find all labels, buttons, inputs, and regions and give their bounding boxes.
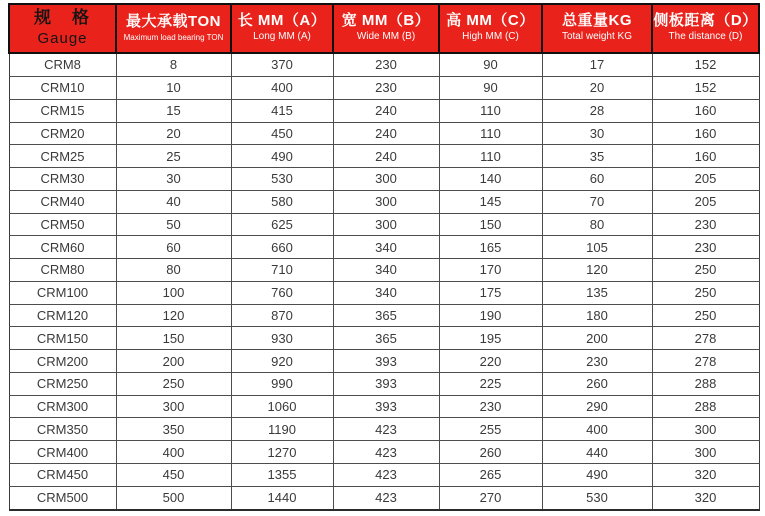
gauge-cell: CRM50 bbox=[9, 213, 116, 236]
column-header-long-en: Long MM (A) bbox=[253, 31, 311, 43]
header-row bbox=[9, 4, 759, 53]
column-header-distance-zh: 侧板距离（D） bbox=[653, 12, 758, 30]
long-cell: 1440 bbox=[231, 486, 333, 510]
table-row bbox=[9, 76, 759, 99]
wide-cell: 393 bbox=[333, 372, 439, 395]
column-header-high bbox=[439, 4, 542, 53]
table-header bbox=[9, 4, 759, 53]
distance-cell: 230 bbox=[652, 236, 759, 259]
wide-cell: 240 bbox=[333, 145, 439, 168]
gauge-cell: CRM250 bbox=[9, 372, 116, 395]
table-body bbox=[9, 53, 759, 510]
column-header-high-en: High MM (C) bbox=[462, 31, 519, 43]
wide-cell: 300 bbox=[333, 168, 439, 191]
weight-cell: 60 bbox=[542, 168, 652, 191]
gauge-cell: CRM100 bbox=[9, 281, 116, 304]
gauge-cell: CRM150 bbox=[9, 327, 116, 350]
distance-cell: 205 bbox=[652, 190, 759, 213]
column-header-max-load bbox=[116, 4, 231, 53]
table-row bbox=[9, 327, 759, 350]
distance-cell: 300 bbox=[652, 418, 759, 441]
wide-cell: 365 bbox=[333, 304, 439, 327]
max-load-cell: 100 bbox=[116, 281, 231, 304]
weight-cell: 290 bbox=[542, 395, 652, 418]
long-cell: 710 bbox=[231, 259, 333, 282]
high-cell: 195 bbox=[439, 327, 542, 350]
max-load-cell: 120 bbox=[116, 304, 231, 327]
long-cell: 1060 bbox=[231, 395, 333, 418]
long-cell: 530 bbox=[231, 168, 333, 191]
high-cell: 90 bbox=[439, 76, 542, 99]
table-row bbox=[9, 259, 759, 282]
max-load-cell: 10 bbox=[116, 76, 231, 99]
wide-cell: 230 bbox=[333, 53, 439, 76]
high-cell: 110 bbox=[439, 145, 542, 168]
high-cell: 265 bbox=[439, 464, 542, 487]
gauge-cell: CRM450 bbox=[9, 464, 116, 487]
max-load-cell: 15 bbox=[116, 99, 231, 122]
wide-cell: 423 bbox=[333, 486, 439, 510]
weight-cell: 30 bbox=[542, 122, 652, 145]
max-load-cell: 25 bbox=[116, 145, 231, 168]
table-row bbox=[9, 99, 759, 122]
high-cell: 110 bbox=[439, 99, 542, 122]
weight-cell: 180 bbox=[542, 304, 652, 327]
product-spec-table bbox=[8, 3, 760, 511]
gauge-cell: CRM200 bbox=[9, 350, 116, 373]
high-cell: 110 bbox=[439, 122, 542, 145]
max-load-cell: 8 bbox=[116, 53, 231, 76]
wide-cell: 340 bbox=[333, 236, 439, 259]
gauge-cell: CRM15 bbox=[9, 99, 116, 122]
max-load-cell: 400 bbox=[116, 441, 231, 464]
weight-cell: 20 bbox=[542, 76, 652, 99]
weight-cell: 17 bbox=[542, 53, 652, 76]
max-load-cell: 150 bbox=[116, 327, 231, 350]
table-row bbox=[9, 395, 759, 418]
gauge-cell: CRM40 bbox=[9, 190, 116, 213]
high-cell: 260 bbox=[439, 441, 542, 464]
weight-cell: 70 bbox=[542, 190, 652, 213]
wide-cell: 300 bbox=[333, 190, 439, 213]
column-header-max-load-zh: 最大承载TON bbox=[126, 13, 221, 31]
high-cell: 230 bbox=[439, 395, 542, 418]
wide-cell: 393 bbox=[333, 395, 439, 418]
wide-cell: 240 bbox=[333, 99, 439, 122]
weight-cell: 120 bbox=[542, 259, 652, 282]
wide-cell: 240 bbox=[333, 122, 439, 145]
max-load-cell: 450 bbox=[116, 464, 231, 487]
high-cell: 270 bbox=[439, 486, 542, 510]
distance-cell: 250 bbox=[652, 259, 759, 282]
high-cell: 165 bbox=[439, 236, 542, 259]
high-cell: 175 bbox=[439, 281, 542, 304]
table-row bbox=[9, 372, 759, 395]
table-row bbox=[9, 281, 759, 304]
wide-cell: 340 bbox=[333, 281, 439, 304]
column-header-weight-en: Total weight KG bbox=[561, 31, 633, 43]
distance-cell: 230 bbox=[652, 213, 759, 236]
table-row bbox=[9, 213, 759, 236]
weight-cell: 490 bbox=[542, 464, 652, 487]
long-cell: 490 bbox=[231, 145, 333, 168]
distance-cell: 250 bbox=[652, 304, 759, 327]
column-header-weight-zh: 总重量KG bbox=[561, 12, 632, 30]
long-cell: 625 bbox=[231, 213, 333, 236]
distance-cell: 278 bbox=[652, 327, 759, 350]
wide-cell: 365 bbox=[333, 327, 439, 350]
distance-cell: 320 bbox=[652, 464, 759, 487]
long-cell: 415 bbox=[231, 99, 333, 122]
wide-cell: 423 bbox=[333, 464, 439, 487]
distance-cell: 160 bbox=[652, 122, 759, 145]
distance-cell: 288 bbox=[652, 372, 759, 395]
table-row bbox=[9, 122, 759, 145]
long-cell: 370 bbox=[231, 53, 333, 76]
wide-cell: 340 bbox=[333, 259, 439, 282]
max-load-cell: 30 bbox=[116, 168, 231, 191]
high-cell: 145 bbox=[439, 190, 542, 213]
weight-cell: 105 bbox=[542, 236, 652, 259]
weight-cell: 135 bbox=[542, 281, 652, 304]
max-load-cell: 300 bbox=[116, 395, 231, 418]
max-load-cell: 60 bbox=[116, 236, 231, 259]
table-row bbox=[9, 350, 759, 373]
gauge-cell: CRM120 bbox=[9, 304, 116, 327]
long-cell: 990 bbox=[231, 372, 333, 395]
gauge-cell: CRM500 bbox=[9, 486, 116, 510]
weight-cell: 530 bbox=[542, 486, 652, 510]
max-load-cell: 50 bbox=[116, 213, 231, 236]
max-load-cell: 200 bbox=[116, 350, 231, 373]
weight-cell: 28 bbox=[542, 99, 652, 122]
distance-cell: 160 bbox=[652, 145, 759, 168]
gauge-cell: CRM60 bbox=[9, 236, 116, 259]
long-cell: 1190 bbox=[231, 418, 333, 441]
gauge-cell: CRM20 bbox=[9, 122, 116, 145]
long-cell: 760 bbox=[231, 281, 333, 304]
gauge-cell: CRM80 bbox=[9, 259, 116, 282]
high-cell: 150 bbox=[439, 213, 542, 236]
max-load-cell: 250 bbox=[116, 372, 231, 395]
long-cell: 660 bbox=[231, 236, 333, 259]
gauge-cell: CRM8 bbox=[9, 53, 116, 76]
distance-cell: 152 bbox=[652, 76, 759, 99]
wide-cell: 393 bbox=[333, 350, 439, 373]
distance-cell: 278 bbox=[652, 350, 759, 373]
high-cell: 255 bbox=[439, 418, 542, 441]
distance-cell: 320 bbox=[652, 486, 759, 510]
column-header-max-load-en: Maximum load bearing TON bbox=[123, 32, 224, 42]
column-header-distance-en: The distance (D) bbox=[668, 31, 743, 43]
max-load-cell: 350 bbox=[116, 418, 231, 441]
gauge-cell: CRM350 bbox=[9, 418, 116, 441]
column-header-wide-en: Wide MM (B) bbox=[356, 31, 416, 43]
table-row bbox=[9, 441, 759, 464]
long-cell: 1270 bbox=[231, 441, 333, 464]
column-header-wide-zh: 宽 MM（B） bbox=[341, 12, 431, 30]
column-header-high-zh: 高 MM（C） bbox=[446, 12, 535, 30]
wide-cell: 230 bbox=[333, 76, 439, 99]
table-row bbox=[9, 190, 759, 213]
gauge-cell: CRM30 bbox=[9, 168, 116, 191]
weight-cell: 230 bbox=[542, 350, 652, 373]
column-header-gauge-zh: 规 格 bbox=[34, 7, 91, 27]
distance-cell: 250 bbox=[652, 281, 759, 304]
wide-cell: 423 bbox=[333, 441, 439, 464]
weight-cell: 35 bbox=[542, 145, 652, 168]
max-load-cell: 20 bbox=[116, 122, 231, 145]
table-row bbox=[9, 53, 759, 76]
column-header-gauge bbox=[9, 4, 116, 53]
long-cell: 400 bbox=[231, 76, 333, 99]
max-load-cell: 500 bbox=[116, 486, 231, 510]
gauge-cell: CRM400 bbox=[9, 441, 116, 464]
max-load-cell: 80 bbox=[116, 259, 231, 282]
distance-cell: 205 bbox=[652, 168, 759, 191]
weight-cell: 260 bbox=[542, 372, 652, 395]
wide-cell: 300 bbox=[333, 213, 439, 236]
table-row bbox=[9, 168, 759, 191]
weight-cell: 200 bbox=[542, 327, 652, 350]
weight-cell: 400 bbox=[542, 418, 652, 441]
wide-cell: 423 bbox=[333, 418, 439, 441]
gauge-cell: CRM10 bbox=[9, 76, 116, 99]
high-cell: 170 bbox=[439, 259, 542, 282]
high-cell: 220 bbox=[439, 350, 542, 373]
column-header-gauge-en: Gauge bbox=[37, 29, 88, 47]
weight-cell: 440 bbox=[542, 441, 652, 464]
high-cell: 225 bbox=[439, 372, 542, 395]
distance-cell: 300 bbox=[652, 441, 759, 464]
long-cell: 580 bbox=[231, 190, 333, 213]
distance-cell: 160 bbox=[652, 99, 759, 122]
weight-cell: 80 bbox=[542, 213, 652, 236]
column-header-weight bbox=[542, 4, 652, 53]
long-cell: 870 bbox=[231, 304, 333, 327]
distance-cell: 288 bbox=[652, 395, 759, 418]
gauge-cell: CRM300 bbox=[9, 395, 116, 418]
table-row bbox=[9, 464, 759, 487]
table-row bbox=[9, 304, 759, 327]
column-header-long-zh: 长 MM（A） bbox=[237, 12, 327, 30]
column-header-wide bbox=[333, 4, 439, 53]
table-row bbox=[9, 486, 759, 510]
high-cell: 190 bbox=[439, 304, 542, 327]
table-row bbox=[9, 236, 759, 259]
table-row bbox=[9, 145, 759, 168]
long-cell: 930 bbox=[231, 327, 333, 350]
gauge-cell: CRM25 bbox=[9, 145, 116, 168]
column-header-distance bbox=[652, 4, 759, 53]
column-header-long bbox=[231, 4, 333, 53]
long-cell: 450 bbox=[231, 122, 333, 145]
long-cell: 1355 bbox=[231, 464, 333, 487]
max-load-cell: 40 bbox=[116, 190, 231, 213]
high-cell: 140 bbox=[439, 168, 542, 191]
table-row bbox=[9, 418, 759, 441]
distance-cell: 152 bbox=[652, 53, 759, 76]
high-cell: 90 bbox=[439, 53, 542, 76]
long-cell: 920 bbox=[231, 350, 333, 373]
